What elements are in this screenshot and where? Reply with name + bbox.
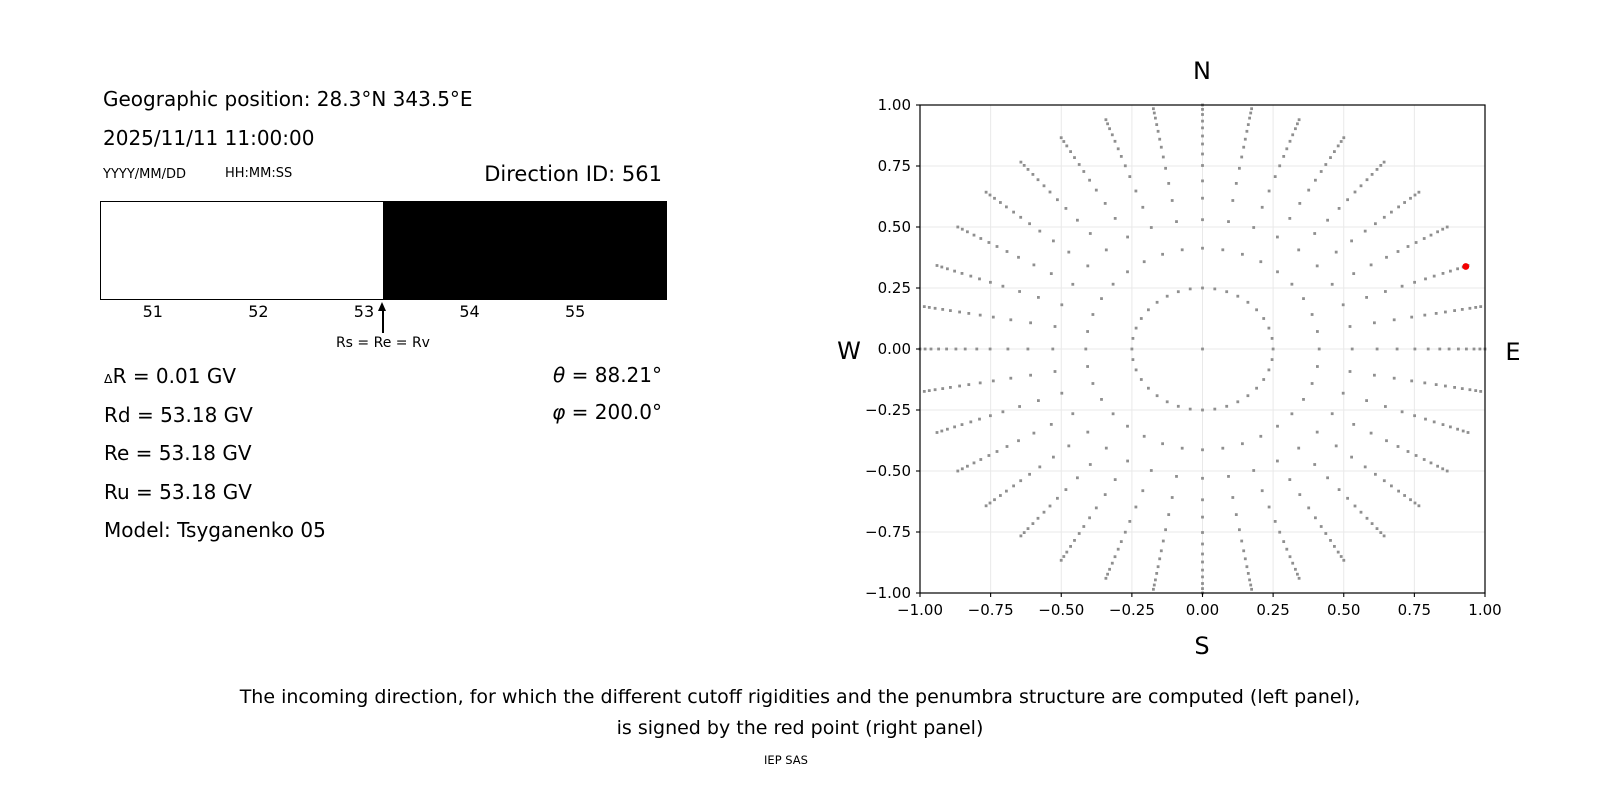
delta-symbol: Δ (104, 371, 113, 386)
svg-text:−0.75: −0.75 (865, 523, 911, 541)
penumbra-bar (100, 201, 667, 300)
axis-tick-labels (865, 96, 1502, 619)
penumbra-tick-label: 55 (564, 302, 586, 321)
svg-text:0.50: 0.50 (877, 218, 911, 236)
svg-text:0.00: 0.00 (877, 340, 911, 358)
svg-text:−1.00: −1.00 (865, 584, 911, 602)
svg-text:1.00: 1.00 (877, 96, 911, 114)
time-format-hint: HH:MM:SS (225, 166, 293, 181)
axis-ticks (916, 105, 1485, 597)
svg-text:0.25: 0.25 (877, 279, 911, 297)
compass-west-label: W (837, 337, 861, 365)
phi-symbol: φ (552, 400, 566, 424)
date-format-hint: YYYY/MM/DD (103, 167, 186, 182)
penumbra-marker-label: Rs = Re = Rv (335, 335, 430, 351)
penumbra-figure (100, 201, 667, 361)
credit-label: IEP SAS (764, 753, 808, 767)
theta-value: θ = 88.21° (553, 363, 662, 387)
theta-symbol: θ (553, 363, 566, 387)
penumbra-tick-label: 51 (142, 302, 163, 321)
svg-text:0.00: 0.00 (1185, 601, 1220, 619)
datetime-label: 2025/11/11 11:00:00 (103, 126, 315, 150)
penumbra-tick-label: 52 (248, 302, 269, 321)
svg-text:−0.50: −0.50 (865, 462, 911, 480)
svg-text:0.75: 0.75 (877, 157, 911, 175)
penumbra-tick-label: 54 (459, 302, 480, 321)
svg-text:0.25: 0.25 (1256, 601, 1290, 619)
compass-north-label: N (1193, 57, 1211, 85)
delta-r-value (104, 366, 236, 386)
model-label: Model: Tsyganenko 05 (104, 518, 326, 542)
svg-text:−0.25: −0.25 (1108, 601, 1155, 619)
svg-text:−0.75: −0.75 (967, 601, 1014, 619)
svg-text:1.00: 1.00 (1468, 601, 1502, 619)
phi-value: φ = 200.0° (552, 400, 662, 424)
svg-text:−0.50: −0.50 (1038, 601, 1085, 619)
compass-south-label: S (1194, 632, 1210, 660)
delta-r-text: R = 0.01 GV (112, 364, 236, 388)
re-value: Re = 53.18 GV (104, 441, 252, 465)
svg-text:0.75: 0.75 (1397, 601, 1432, 619)
svg-text:0.50: 0.50 (1327, 601, 1361, 619)
caption-line-2: is signed by the red point (right panel) (616, 717, 984, 739)
geographic-position-label: Geographic position: 28.3°N 343.5°E (103, 87, 473, 111)
sky-map-figure (820, 55, 1540, 670)
sky-map-svg (820, 55, 1540, 670)
penumbra-tick-label: 53 (353, 302, 375, 321)
direction-id-label: Direction ID: 561 (484, 162, 662, 186)
penumbra-region-0 (101, 202, 383, 299)
svg-text:−0.25: −0.25 (865, 401, 911, 419)
caption-line-1: The incoming direction, for which the different cutoff rigidities and the penumbra structure are computed (left panel), (239, 686, 1361, 708)
compass-east-label: E (1505, 338, 1521, 366)
ru-value: Ru = 53.18 GV (104, 480, 252, 504)
selected-direction-point (1462, 263, 1469, 270)
arrow-stem (382, 310, 384, 333)
svg-text:−1.00: −1.00 (897, 601, 943, 619)
rd-value: Rd = 53.18 GV (104, 403, 253, 427)
penumbra-region-1 (383, 202, 666, 299)
